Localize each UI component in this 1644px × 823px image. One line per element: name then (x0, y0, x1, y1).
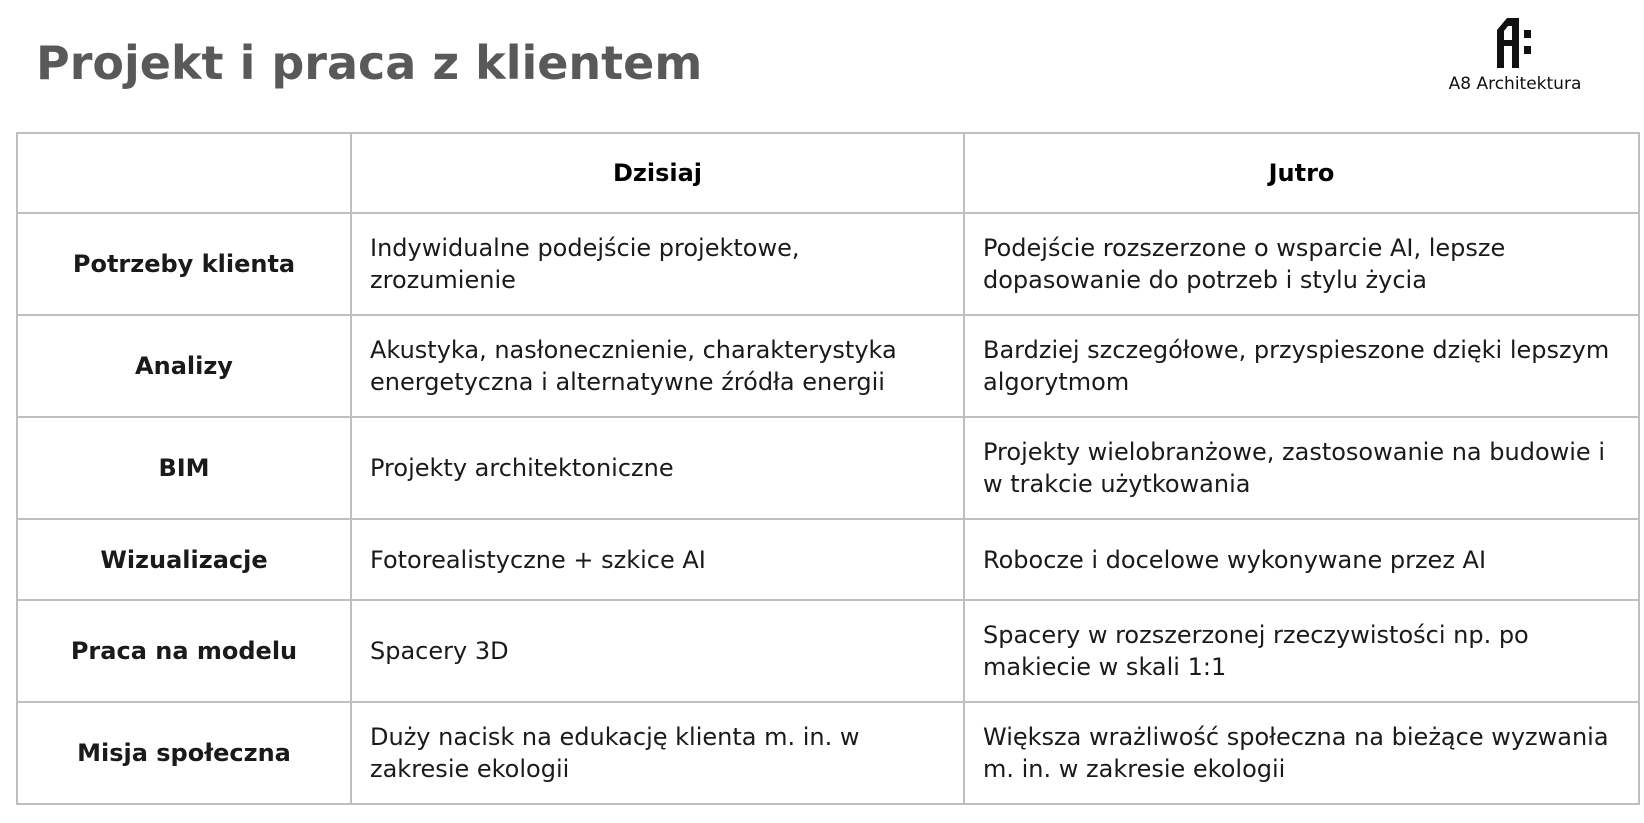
table-row (17, 417, 1639, 519)
row-label: Potrzeby klienta (17, 213, 351, 315)
tomorrow-cell: Robocze i docelowe wykonywane przez AI (964, 519, 1639, 600)
comparison-table (16, 132, 1640, 805)
row-label: BIM (17, 417, 351, 519)
tomorrow-cell: Projekty wielobranżowe, zastosowanie na budowie i w trakcie użytkowania (964, 417, 1639, 519)
header-tomorrow: Jutro (964, 133, 1639, 213)
header-today: Dzisiaj (351, 133, 964, 213)
today-cell: Akustyka, nasłonecznienie, charakterystyka energetyczna i alternatywne źródła energii (351, 315, 964, 417)
today-cell: Spacery 3D (351, 600, 964, 702)
row-label: Analizy (17, 315, 351, 417)
today-cell: Duży nacisk na edukację klienta m. in. w zakresie ekologii (351, 702, 964, 804)
tomorrow-cell: Podejście rozszerzone o wsparcie AI, lepsze dopasowanie do potrzeb i stylu życia (964, 213, 1639, 315)
table-row (17, 315, 1639, 417)
today-cell: Fotorealistyczne + szkice AI (351, 519, 964, 600)
logo-text: A8 Architektura (1448, 74, 1582, 94)
table-row (17, 213, 1639, 315)
table-row (17, 519, 1639, 600)
page-title: Projekt i praca z klientem (36, 36, 703, 90)
table-row (17, 600, 1639, 702)
header-empty (17, 133, 351, 213)
a8-building-logo-icon (1495, 16, 1535, 68)
table-row (17, 702, 1639, 804)
row-label: Misja społeczna (17, 702, 351, 804)
table-header-row (17, 133, 1639, 213)
row-label: Wizualizacje (17, 519, 351, 600)
tomorrow-cell: Większa wrażliwość społeczna na bieżące wyzwania m. in. w zakresie ekologii (964, 702, 1639, 804)
row-label: Praca na modelu (17, 600, 351, 702)
today-cell: Indywidualne podejście projektowe, zrozumienie (351, 213, 964, 315)
today-cell: Projekty architektoniczne (351, 417, 964, 519)
company-logo (1440, 16, 1590, 98)
tomorrow-cell: Spacery w rozszerzonej rzeczywistości np. po makiecie w skali 1:1 (964, 600, 1639, 702)
tomorrow-cell: Bardziej szczegółowe, przyspieszone dzięki lepszym algorytmom (964, 315, 1639, 417)
